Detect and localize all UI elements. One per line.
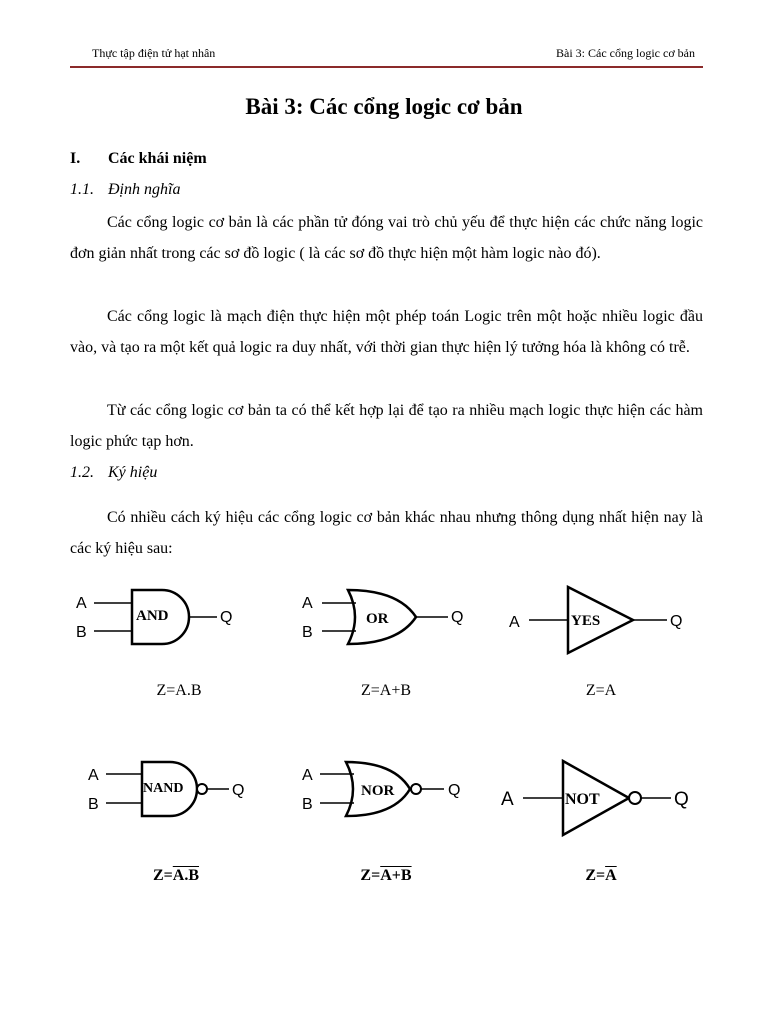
nand-gate-label: NAND — [143, 781, 184, 796]
nand-output-label: Q — [232, 782, 245, 799]
formula-not-prefix: Z= — [585, 867, 606, 884]
formula-and: Z=A.B — [156, 682, 202, 699]
paragraph-combination: Từ các cổng logic cơ bản ta có thể kết hợp lại để tạo ra nhiều mạch logic thực hiện các hàm logic phức tạp hơn. — [70, 402, 703, 450]
not-output-label: Q — [674, 789, 689, 810]
yes-input-a-label: A — [509, 614, 520, 631]
page-header — [70, 44, 703, 68]
formula-nand-negated: A.B — [172, 867, 200, 884]
nor-input-b-label: B — [302, 796, 313, 813]
subsection-heading-definition — [70, 181, 180, 199]
and-input-b-label: B — [76, 624, 87, 641]
and-input-a-label: A — [76, 595, 87, 612]
and-gate-label: AND — [136, 608, 169, 624]
nor-output-label: Q — [448, 782, 461, 799]
subsection-number: 1.2. — [70, 464, 94, 481]
formula-nor — [326, 867, 446, 885]
subsection-number: 1.1. — [70, 181, 94, 198]
formula-or: Z=A+B — [360, 682, 412, 699]
nand-input-b-label: B — [88, 796, 99, 813]
yes-output-label: Q — [670, 613, 683, 630]
nand-gate-symbol — [84, 758, 284, 828]
subsection-heading-symbols — [70, 464, 157, 482]
or-output-label: Q — [451, 609, 464, 626]
yes-gate-label: YES — [571, 613, 601, 629]
formula-nand — [116, 867, 236, 885]
formula-not — [541, 867, 661, 885]
nor-gate-symbol — [298, 758, 498, 828]
section-heading — [70, 150, 207, 168]
or-gate-symbol — [298, 585, 498, 655]
formula-nand-prefix: Z= — [152, 867, 173, 884]
paragraph-logic-gates: Các cổng logic là mạch điện thực hiện một phép toán Logic trên một hoặc nhiều logic đầu vào, và tạo ra một kết quả logic ra duy nhất, với thời gian thực hiện lý tưởng hóa là không có trễ. — [70, 308, 703, 356]
not-gate-symbol — [497, 758, 707, 838]
formula-nor-prefix: Z= — [360, 867, 381, 884]
formula-nor-negated: A+B — [380, 867, 412, 884]
header-left: Thực tập điện tử hạt nhân — [92, 46, 216, 60]
or-gate-label: OR — [366, 611, 389, 627]
subsection-title: Định nghĩa — [108, 181, 181, 198]
nand-input-a-label: A — [88, 767, 99, 784]
subsection-title: Ký hiệu — [108, 464, 158, 481]
section-title: Các khái niệm — [108, 150, 207, 167]
and-output-label: Q — [220, 609, 233, 626]
formula-not-negated: $\overline{A}$ — [605, 867, 617, 884]
nor-input-a-label: A — [302, 767, 313, 784]
paragraph-definition: Các cổng logic cơ bản là các phần tử đóng vai trò chủ yếu để thực hiện các chức năng logic đơn giản nhất trong các sơ đồ logic ( là các sơ đồ thực hiện một hàm logic nào đó). — [70, 214, 703, 262]
page-title: Bài 3: Các cổng logic cơ bản — [245, 94, 523, 119]
or-input-a-label: A — [302, 595, 313, 612]
not-input-a-label: A — [501, 789, 514, 810]
paragraph-symbols: Có nhiều cách ký hiệu các cổng logic cơ bản khác nhau nhưng thông dụng nhất hiện nay là các ký hiệu sau: — [70, 509, 703, 557]
or-input-b-label: B — [302, 624, 313, 641]
not-gate-label: NOT — [565, 791, 600, 808]
yes-gate-symbol — [505, 585, 705, 655]
section-number: I. — [70, 150, 81, 167]
and-gate-symbol — [72, 585, 272, 655]
formula-yes: Z=A — [585, 682, 617, 699]
header-right: Bài 3: Các cổng logic cơ bản — [556, 46, 695, 60]
nor-gate-label: NOR — [361, 783, 395, 799]
